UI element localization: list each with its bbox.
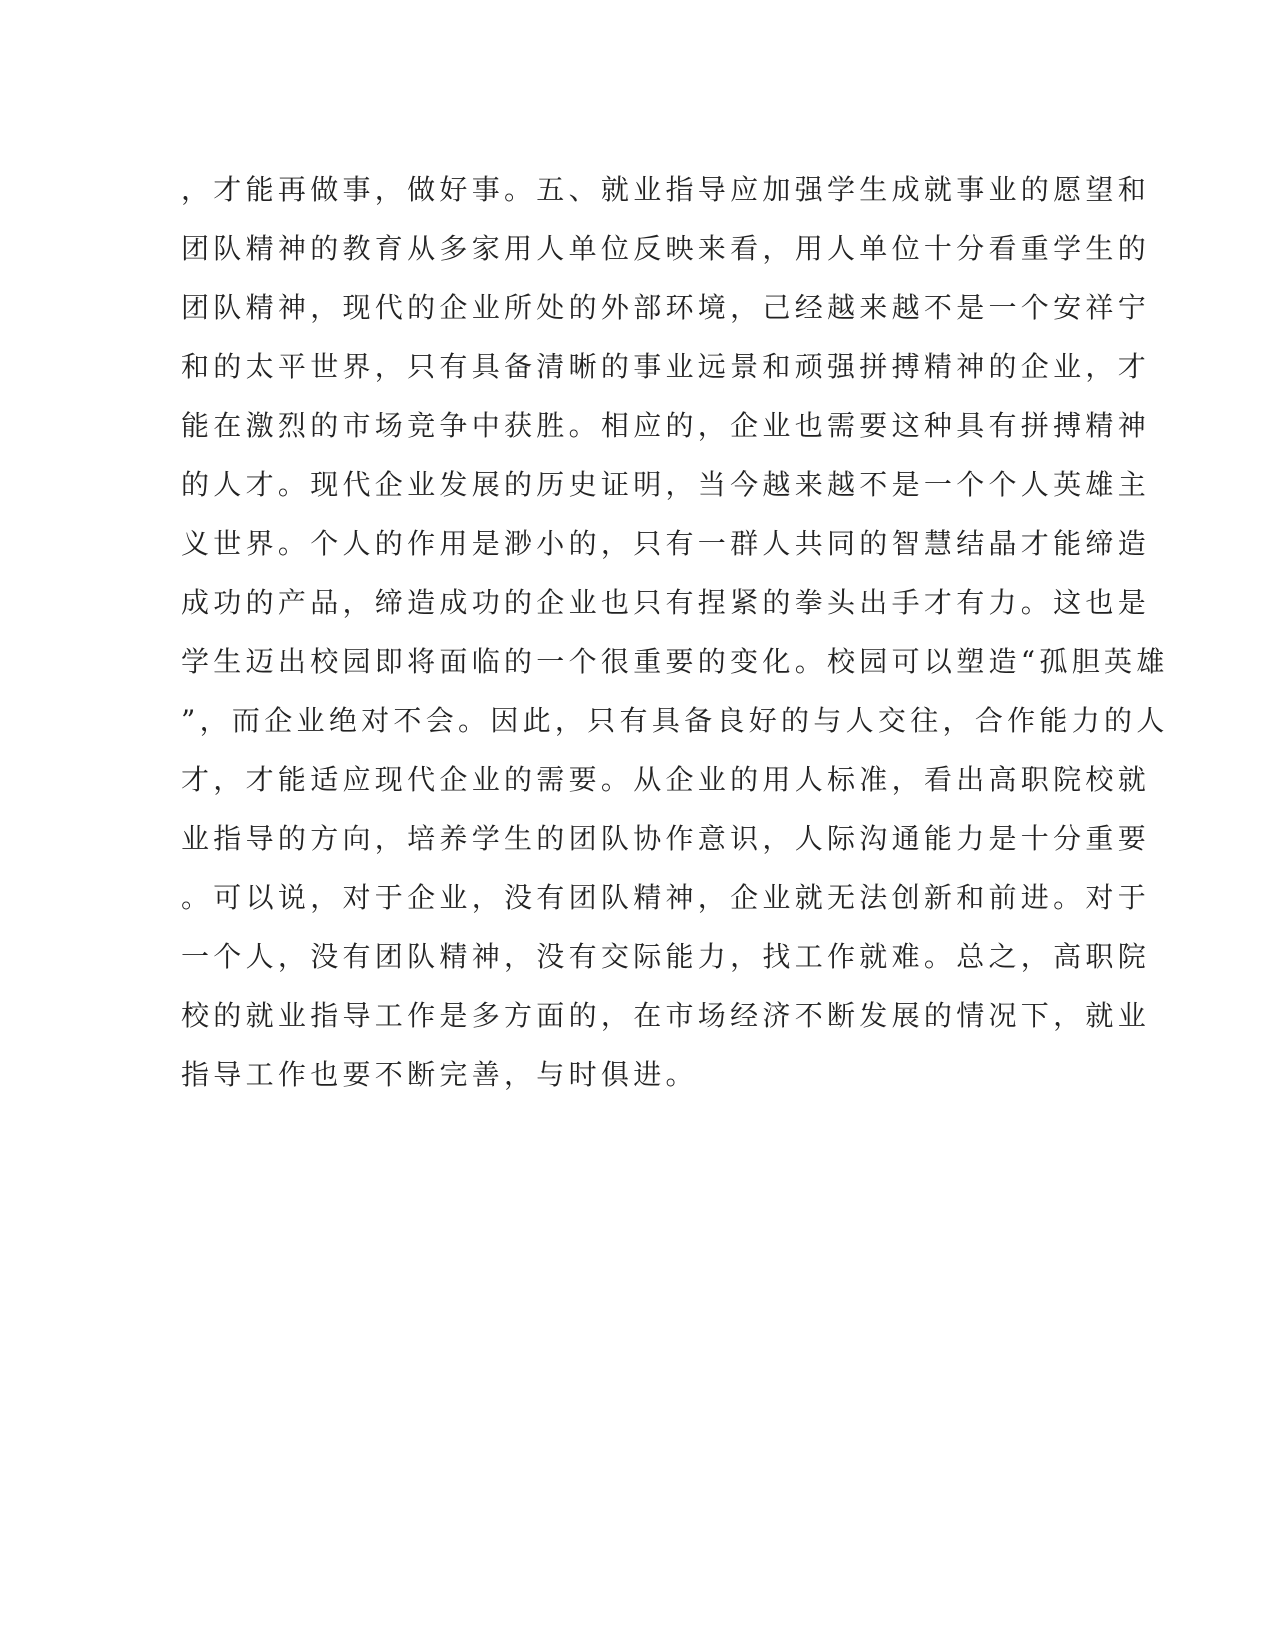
text-line-3: 团队精神，现代的企业所处的外部环境，己经越来越不是一个安祥宁 [181, 291, 1151, 324]
text-line-9: 学生迈出校园即将面临的一个很重要的变化。校园可以塑造“孤胆英雄 [181, 645, 1169, 678]
text-line-5: 能在激烈的市场竞争中获胜。相应的，企业也需要这种具有拼搏精神 [181, 409, 1151, 442]
text-line-15: 校的就业指导工作是多方面的，在市场经济不断发展的情况下，就业 [181, 999, 1151, 1032]
body-paragraph [181, 160, 1169, 1104]
text-line-14: 一个人，没有团队精神，没有交际能力，找工作就难。总之，高职院 [181, 940, 1151, 973]
text-line-13: 。可以说，对于企业，没有团队精神，企业就无法创新和前进。对于 [181, 881, 1151, 914]
text-line-10: ”，而企业绝对不会。因此，只有具备良好的与人交往，合作能力的人 [181, 704, 1169, 737]
text-line-11: 才，才能适应现代企业的需要。从企业的用人标准，看出高职院校就 [181, 763, 1151, 796]
text-line-1: ，才能再做事，做好事。五、就业指导应加强学生成就事业的愿望和 [181, 173, 1151, 206]
text-line-6: 的人才。现代企业发展的历史证明，当今越来越不是一个个人英雄主 [181, 468, 1151, 501]
text-line-7: 义世界。个人的作用是渺小的，只有一群人共同的智慧结晶才能缔造 [181, 527, 1151, 560]
text-line-2: 团队精神的教育从多家用人单位反映来看，用人单位十分看重学生的 [181, 232, 1151, 265]
text-line-8: 成功的产品，缔造成功的企业也只有捏紧的拳头出手才有力。这也是 [181, 586, 1151, 619]
text-line-4: 和的太平世界，只有具备清晰的事业远景和顽强拼搏精神的企业，才 [181, 350, 1151, 383]
text-line-16: 指导工作也要不断完善，与时俱进。 [181, 1058, 698, 1091]
text-line-12: 业指导的方向，培养学生的团队协作意识，人际沟通能力是十分重要 [181, 822, 1151, 855]
